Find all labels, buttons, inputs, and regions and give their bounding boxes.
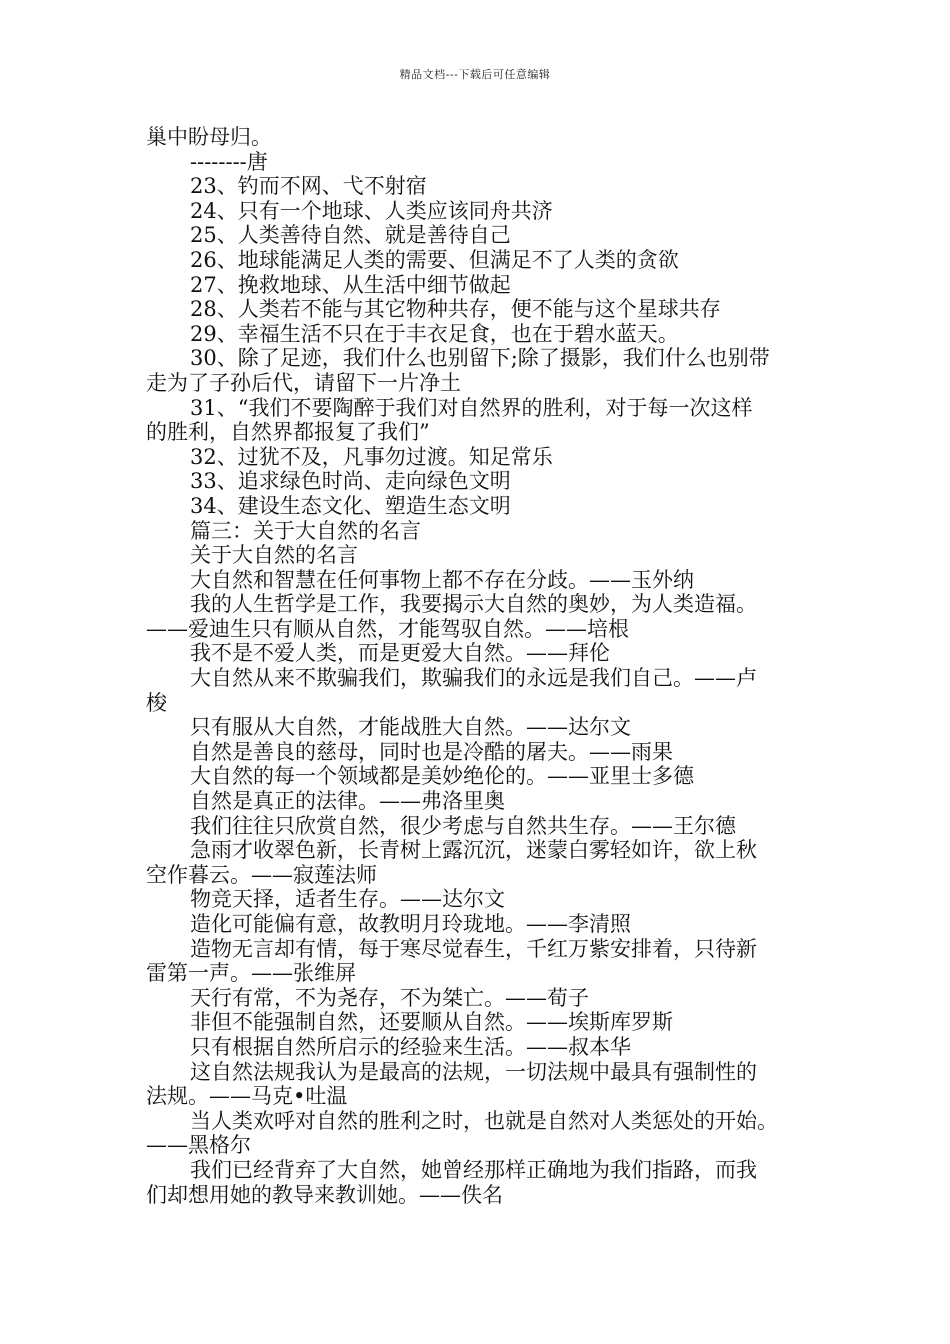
text-line: 法规。——马克•吐温 xyxy=(146,1084,348,1109)
text-line: 25、人类善待自然、就是善待自己 xyxy=(190,223,511,248)
text-line: 非但不能强制自然，还要顺从自然。——埃斯库罗斯 xyxy=(190,1010,673,1035)
text-line: 大自然的每一个领域都是美妙绝伦的。——亚里士多德 xyxy=(190,764,694,789)
text-line: 我们已经背弃了大自然，她曾经那样正确地为我们指路，而我 xyxy=(190,1157,757,1182)
text-line: 28、人类若不能与其它物种共存，便不能与这个星球共存 xyxy=(190,297,721,322)
text-line: 31、“我们不要陶醉于我们对自然界的胜利，对于每一次这样 xyxy=(190,395,753,420)
text-line: 我们往往只欣赏自然，很少考虑与自然共生存。——王尔德 xyxy=(190,813,736,838)
text-line: 急雨才收翠色新，长青树上露沉沉，迷蒙白雾轻如许，欲上秋 xyxy=(190,838,757,863)
text-line: 24、只有一个地球、人类应该同舟共济 xyxy=(190,198,553,223)
document-body xyxy=(146,125,812,1207)
text-line: 29、幸福生活不只在于丰衣足食，也在于碧水蓝天。 xyxy=(190,321,679,346)
text-line: 物竞天择，适者生存。——达尔文 xyxy=(190,887,505,912)
text-line: 梭 xyxy=(146,690,167,715)
text-line: 的胜利，自然界都报复了我们” xyxy=(146,420,430,445)
page-header: 精品文档---下载后可任意编辑 xyxy=(399,68,551,81)
text-line: 32、过犹不及，凡事勿过渡。知足常乐 xyxy=(190,444,553,469)
text-line: 自然是真正的法律。——弗洛里奥 xyxy=(190,789,505,814)
text-line: 自然是善良的慈母，同时也是冷酷的屠夫。——雨果 xyxy=(190,739,673,764)
text-line: ——黑格尔 xyxy=(146,1133,251,1158)
text-line: 23、钓而不网、弋不射宿 xyxy=(190,174,427,199)
text-line: 只有根据自然所启示的经验来生活。——叔本华 xyxy=(190,1034,631,1059)
text-line: 空作暮云。——寂莲法师 xyxy=(146,862,377,887)
text-line: 我不是不爱人类，而是更爱大自然。——拜伦 xyxy=(190,641,610,666)
text-line: 造化可能偏有意，故教明月玲珑地。——李清照 xyxy=(190,912,631,936)
text-line: 27、挽救地球、从生活中细节做起 xyxy=(190,272,511,297)
text-line: 走为了子孙后代，请留下一片净土 xyxy=(146,370,461,395)
text-line: 26、地球能满足人类的需要、但满足不了人类的贪欲 xyxy=(190,247,679,272)
text-line: 篇三：关于大自然的名言 xyxy=(190,518,421,543)
text-line: --------唐 xyxy=(190,149,268,174)
text-line: 们却想用她的教导来教训她。——佚名 xyxy=(146,1182,503,1207)
text-line: 巢中盼母归。 xyxy=(146,125,272,149)
text-line: 只有服从大自然，才能战胜大自然。——达尔文 xyxy=(190,715,631,740)
text-line: 关于大自然的名言 xyxy=(190,543,358,568)
text-line: 天行有常，不为尧存，不为桀亡。——荀子 xyxy=(190,985,589,1010)
text-line: 33、追求绿色时尚、走向绿色文明 xyxy=(190,469,511,494)
text-line: 34、建设生态文化、塑造生态文明 xyxy=(190,493,511,518)
text-line: 我的人生哲学是工作，我要揭示大自然的奥妙，为人类造福。 xyxy=(190,592,757,617)
text-line: 大自然和智慧在任何事物上都不存在分歧。——玉外纳 xyxy=(190,567,694,592)
text-line: 这自然法规我认为是最高的法规，一切法规中最具有强制性的 xyxy=(190,1059,757,1084)
text-line: 大自然从来不欺骗我们，欺骗我们的永远是我们自己。——卢 xyxy=(190,666,757,691)
text-line: 造物无言却有情，每于寒尽觉春生，千红万紫安排着，只待新 xyxy=(190,936,757,961)
text-line: 雷第一声。——张维屏 xyxy=(146,961,356,986)
text-line: 30、除了足迹，我们什么也别留下;除了摄影，我们什么也别带 xyxy=(190,346,770,371)
text-line: ——爱迪生只有顺从自然，才能驾驭自然。——培根 xyxy=(146,616,629,641)
text-line: 当人类欢呼对自然的胜利之时，也就是自然对人类惩处的开始。 xyxy=(190,1108,778,1133)
